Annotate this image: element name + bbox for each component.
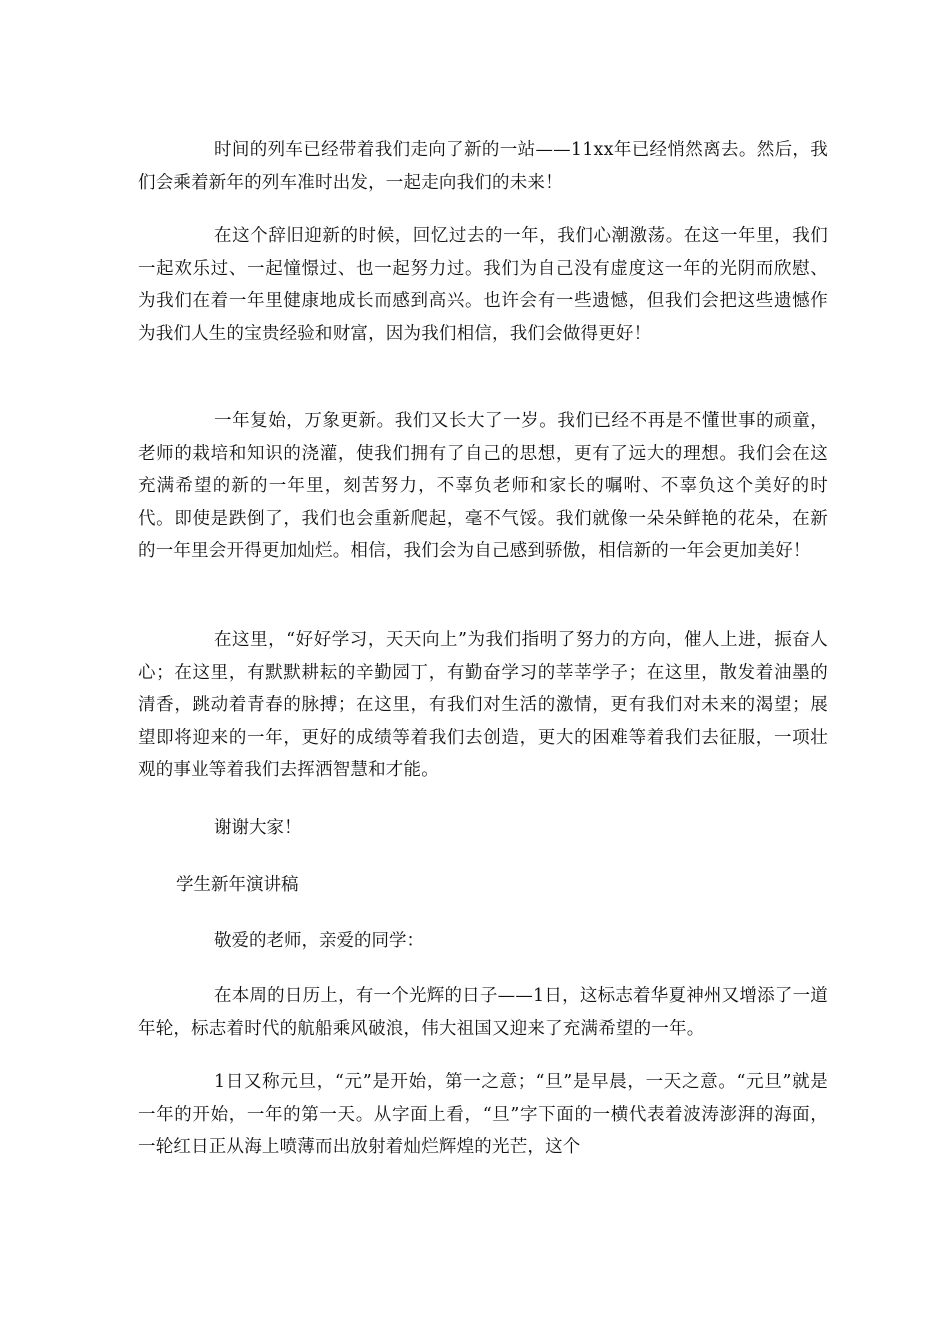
paragraph-1: 时间的列车已经带着我们走向了新的一站——11xx年已经悄然离去。然后，我们会乘着新年的列车准时出发，一起走向我们的未来！ [138, 140, 828, 193]
paragraph-2: 在这个辞旧迎新的时候，回忆过去的一年，我们心潮激荡。在这一年里，我们一起欢乐过、一起憧憬过、也一起努力过。我们为自己没有虚度这一年的光阴而欣慰、为我们在着一年里健康地成长而感到高兴。也许会有一些遗憾，但我们会把这些遗憾作为我们人生的宝贵经验和财富，因为我们相信，我们会做得更好！ [138, 226, 828, 344]
salutation: 敬爱的老师，亲爱的同学： [214, 931, 424, 951]
paragraph-3: 一年复始，万象更新。我们又长大了一岁。我们已经不再是不懂世事的顽童，老师的栽培和知识的浇灌，使我们拥有了自己的思想，更有了远大的理想。我们会在这充满希望的新的一年里，刻苦努力，不辜负老师和家长的嘱咐、不辜负这个美好的时代。即使是跌倒了，我们也会重新爬起，毫不气馁。我们就像一朵朵鲜艳的花朵，在新的一年里会开得更加灿烂。相信，我们会为自己感到骄傲，相信新的一年会更加美好！ [138, 411, 828, 561]
paragraph-4: 在这里，“好好学习，天天向上”为我们指明了努力的方向，催人上进，振奋人心；在这里，有默默耕耘的辛勤园丁，有勤奋学习的莘莘学子；在这里，散发着油墨的清香，跳动着青春的脉搏；在这里，有我们对生活的激情，更有我们对未来的渴望；展望即将迎来的一年，更好的成绩等着我们去创造，更大的困难等着我们去征服，一项壮观的事业等着我们去挥洒智慧和才能。 [138, 630, 828, 780]
paragraph-5: 在本周的日历上，有一个光辉的日子——1日，这标志着华夏神州又增添了一道年轮，标志着时代的航船乘风破浪，伟大祖国又迎来了充满希望的一年。 [138, 986, 828, 1039]
section-title: 学生新年演讲稿 [176, 875, 299, 895]
paragraph-6: 1日又称元旦，“元”是开始，第一之意；“旦”是早晨，一天之意。“元旦”就是一年的开始，一年的第一天。从字面上看，“旦”字下面的一横代表着波涛澎湃的海面，一轮红日正从海上喷薄而出放射着灿烂辉煌的光芒，这个 [138, 1072, 828, 1157]
closing-thanks: 谢谢大家！ [214, 818, 302, 838]
